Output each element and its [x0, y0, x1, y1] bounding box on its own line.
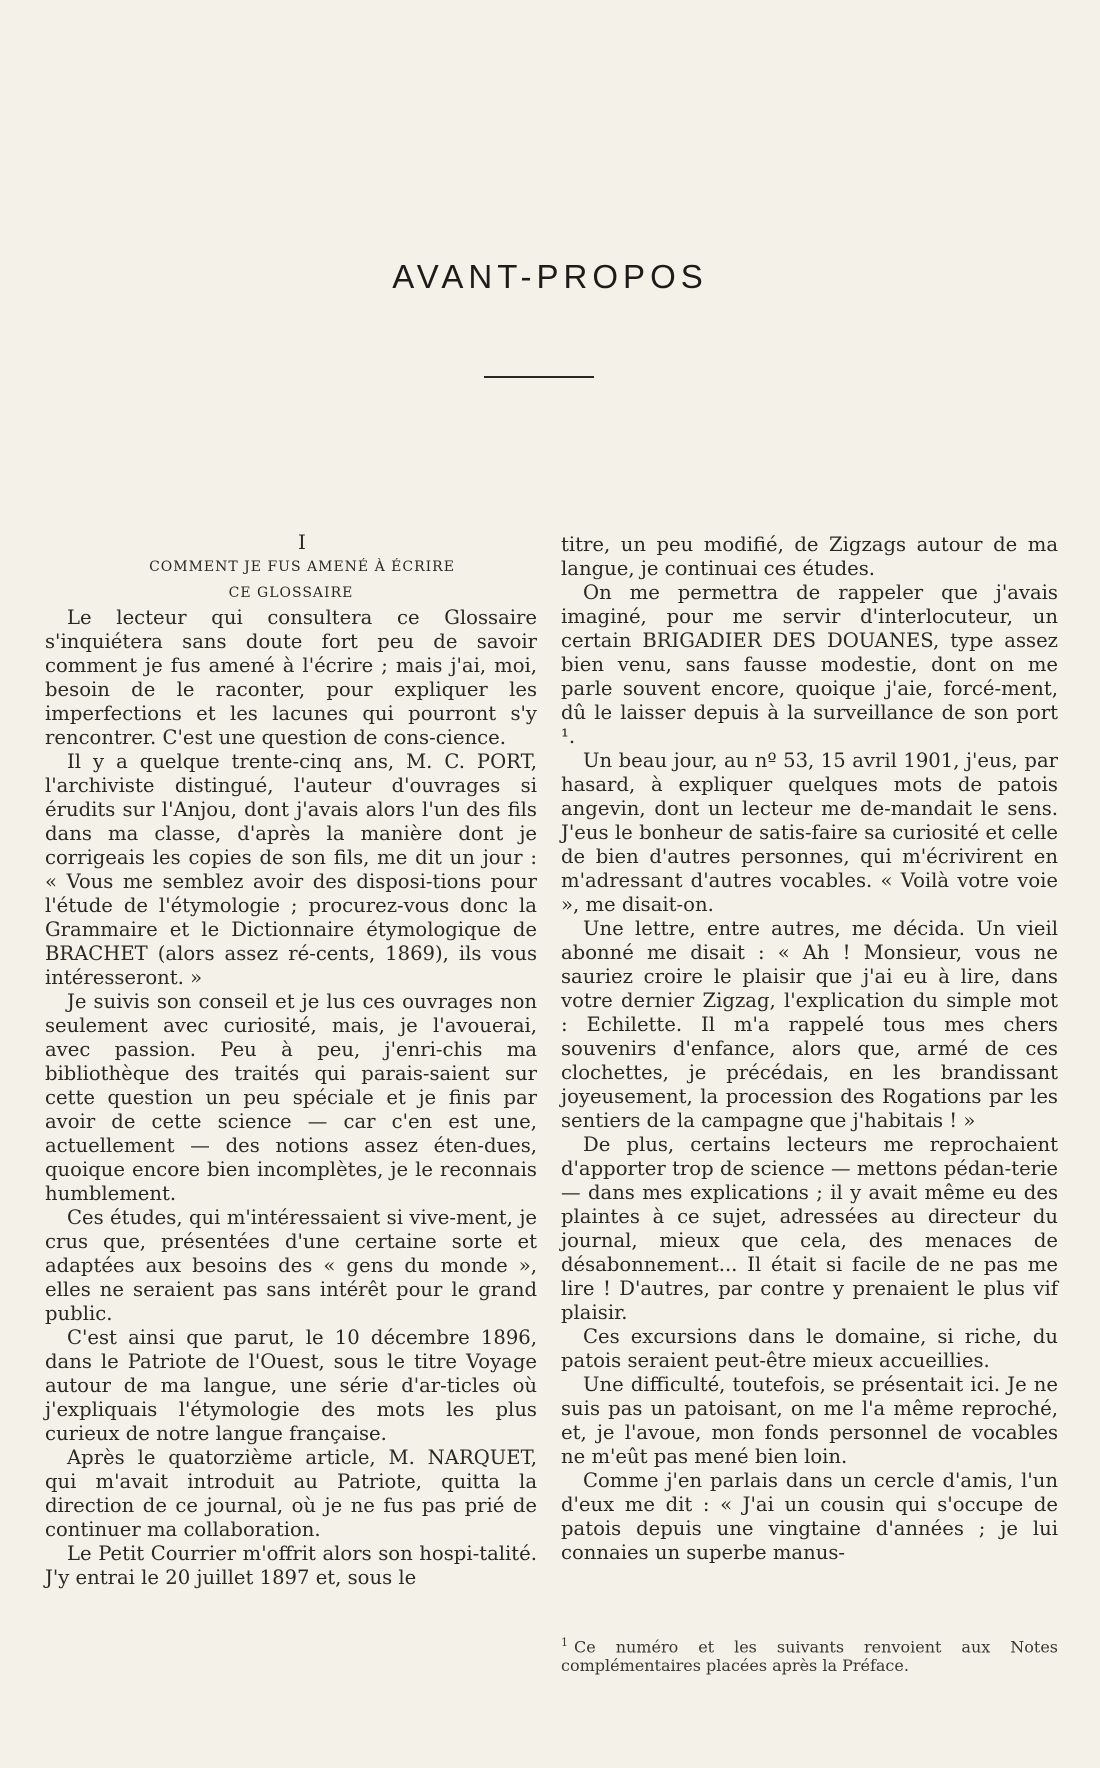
paragraph: Comme j'en parlais dans un cercle d'amis, l'un d'eux me dit : « J'ai un cousin qui s'occupe de patois depuis une vingtaine d'années ; je lui connaies un superbe manus-: [561, 1469, 1058, 1564]
paragraph: Je suivis son conseil et je lus ces ouvrages non seulement avec curiosité, mais, je l'avouerai, avec passion. Peu à peu, j'enri-chis ma bibliothèque des traités qui parais-saient sur cette question un peu spéciale et je finis par avoir de cette science — car c'en est une, actuellement — des notions assez éten-dues, quoique encore bien incomplètes, je le reconnais humblement.: [45, 990, 537, 1205]
right-column: [561, 533, 1058, 1565]
paragraph: titre, un peu modifié, de Zigzags autour de ma langue, je continuai ces études.: [561, 533, 1058, 580]
footnote: [561, 1633, 1058, 1675]
footnote-mark: 1: [561, 1636, 568, 1649]
footnote-text: Ce numéro et les suivants renvoient aux Notes complémentaires placées après la Préface.: [561, 1637, 1058, 1676]
paragraph: Il y a quelque trente-cinq ans, M. C. PORT, l'archiviste distingué, l'auteur d'ouvrages si érudits sur l'Anjou, dont j'avais alors l'un des fils dans ma classe, d'après la manière dont je corrigeais les copies de son fils, me dit un jour : « Vous me semblez avoir des disposi-tions pour l'étude de l'étymologie ; procurez-vous donc la Grammaire et le Dictionnaire étymologique de BRACHET (alors assez ré-cents, 1869), ils vous intéresseront. »: [45, 750, 537, 989]
paragraph: De plus, certains lecteurs me reprochaient d'apporter trop de science — mettons pédan-terie — dans mes explications ; il y avait même eu des plaintes à ce sujet, adressées au directeur du journal, mieux que cela, des menaces de désabonnement... Il était si facile de ne pas me lire ! D'autres, par contre y prenaient le plus vif plaisir.: [561, 1133, 1058, 1324]
paragraph: Ces excursions dans le domaine, si riche, du patois seraient peut-être mieux accueillies.: [561, 1325, 1058, 1372]
paragraph: C'est ainsi que parut, le 10 décembre 1896, dans le Patriote de l'Ouest, sous le titre Voyage autour de ma langue, une série d'ar-ticles où j'expliquais l'étymologie des mots les plus curieux de notre langue française.: [45, 1326, 537, 1445]
paragraph: Ces études, qui m'intéressaient si vive-ment, je crus que, présentées d'une certaine sorte et adaptées aux besoins des « gens du monde », elles ne seraient pas sans intérêt pour le grand public.: [45, 1206, 537, 1325]
paragraph: Après le quatorzième article, M. NARQUET, qui m'avait introduit au Patriote, quitta la direction de ce journal, où je ne fus pas prié de continuer ma collaboration.: [45, 1446, 537, 1541]
paragraph: Le Petit Courrier m'offrit alors son hospi-talité. J'y entrai le 20 juillet 1897 et, sous le: [45, 1542, 537, 1589]
paragraph: Une lettre, entre autres, me décida. Un vieil abonné me disait : « Ah ! Monsieur, vous ne sauriez croire le plaisir que j'ai eu à lire, dans votre dernier Zigzag, l'explication du simple mot : Echilette. Il m'a rappelé tous mes chers souvenirs d'enfance, alors que, armé de ces clochettes, je précédais, en les brandissant joyeusement, la procession des Rogations par les sentiers de la campagne que j'habitais ! »: [561, 917, 1058, 1132]
page-title: AVANT-PROPOS: [392, 258, 708, 295]
paragraph: Le lecteur qui consultera ce Glossaire s'inquiétera sans doute fort peu de savoir comment je fus amené à l'écrire ; mais j'ai, moi, besoin de le raconter, pour expliquer les imperfections et les lacunes qui pourront s'y rencontrer. C'est une question de cons-cience.: [45, 606, 537, 749]
section-heading-line1: COMMENT JE FUS AMENÉ À ÉCRIRE: [149, 559, 455, 575]
paragraph: Une difficulté, toutefois, se présentait ici. Je ne suis pas un patoisant, on me l'a même reproché, et, je l'avoue, mon fonds personnel de vocables ne m'eût pas mené bien loin.: [561, 1373, 1058, 1468]
section-heading-line2: CE GLOSSAIRE: [228, 585, 354, 601]
left-column: [45, 530, 537, 1590]
paragraph: On me permettra de rappeler que j'avais imaginé, pour me servir d'interlocuteur, un certain BRIGADIER DES DOUANES, type assez bien venu, sans fausse modestie, dont on me parle souvent encore, quoique j'aie, forcé-ment, dû le laisser depuis à la surveillance de son port ¹.: [561, 581, 1058, 748]
paragraph: Un beau jour, au nº 53, 15 avril 1901, j'eus, par hasard, à expliquer quelques mots de patois angevin, dont un lecteur me de-mandait le sens. J'eus le bonheur de satis-faire sa curiosité et celle de bien d'autres personnes, qui m'écrivirent en m'adressant d'autres vocables. « Voilà votre voie », me disait-on.: [561, 749, 1058, 916]
section-number: I: [298, 530, 306, 554]
section-heading: [45, 554, 537, 606]
title-rule: [484, 376, 594, 378]
